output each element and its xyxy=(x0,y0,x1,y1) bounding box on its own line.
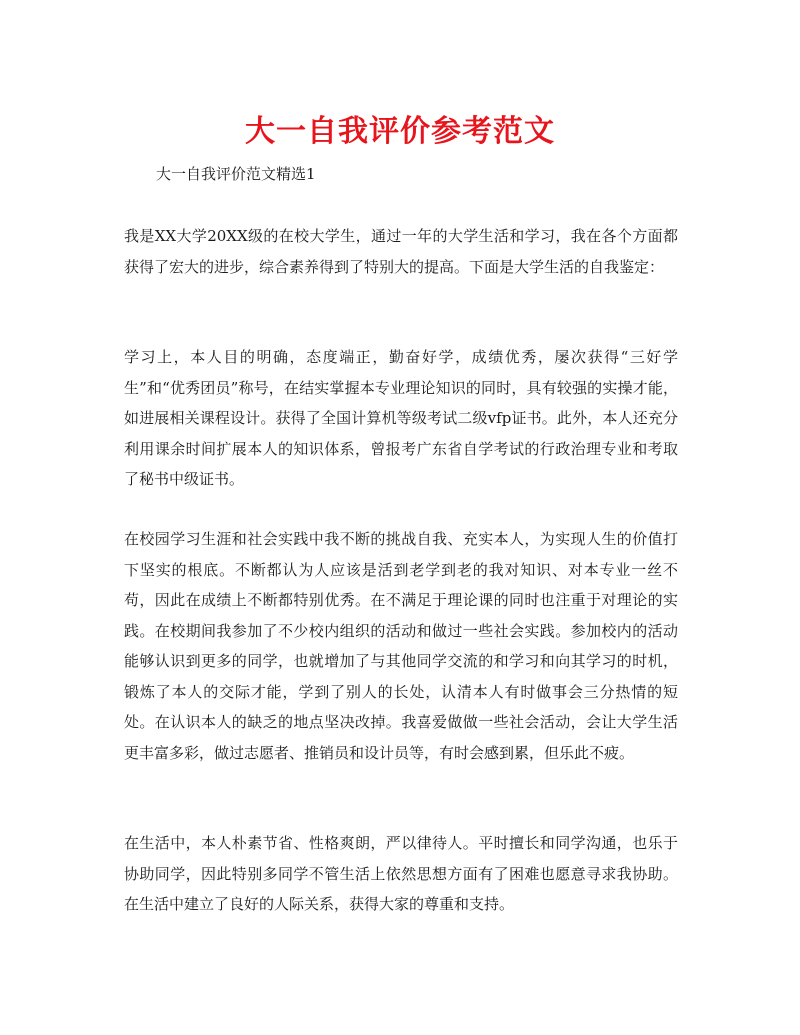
paragraph-intro: 我是XX大学20XX级的在校大学生，通过一年的大学生活和学习，我在各个方面都获得了宏大的进步，综合素养得到了特别大的提高。下面是大学生活的自我鉴定： xyxy=(124,227,678,276)
paragraph-life: 在生活中，本人朴素节省、性格爽朗，严以律待人。平时擅长和同学沟通，也乐于协助同学，因此特别多同学不管生活上依然思想方面有了困难也愿意寻求我协助。在生活中建立了良好的人际关系，获得大家的尊重和支持。 xyxy=(124,834,678,913)
document-title: 大一自我评价参考范文 xyxy=(245,114,555,149)
paragraph-campus-practice: 在校园学习生涯和社会实践中我不断的挑战自我、充实本人，为实现人生的价值打下坚实的根底。不断都认为人应该是活到老学到老的我对知识、对本专业一丝不苟，因此在成绩上不断都特别优秀。在不满足于理论课的同时也注重于对理论的实践。在校期间我参加了不少校内组织的活动和做过一些社会实践。参加校内的活动能够认识到更多的同学，也就增加了与其他同学交流的和学习和向其学习的时机，锻炼了本人的交际才能，学到了别人的长处，认清本人有时做事会三分热情的短处。在认识本人的缺乏的地点坚决改掉。我喜爱做做一些社会活动，会让大学生活更丰富多彩，做过志愿者、推销员和设计员等，有时会感到累，但乐此不疲。 xyxy=(124,530,678,762)
paragraph-study: 学习上，本人目的明确，态度端正，勤奋好学，成绩优秀，屡次获得“三好学生”和“优秀团员”称号，在结实掌握本专业理论知识的同时，具有较强的实操才能，如进展相关课程设计。获得了全国计算机等级考试二级vfp证书。此外，本人还充分利用课余时间扩展本人的知识体系，曾报考广东省自学考试的行政治理专业和考取了秘书中级证书。 xyxy=(124,348,678,488)
document-subtitle: 大一自我评价范文精选1 xyxy=(156,165,316,183)
